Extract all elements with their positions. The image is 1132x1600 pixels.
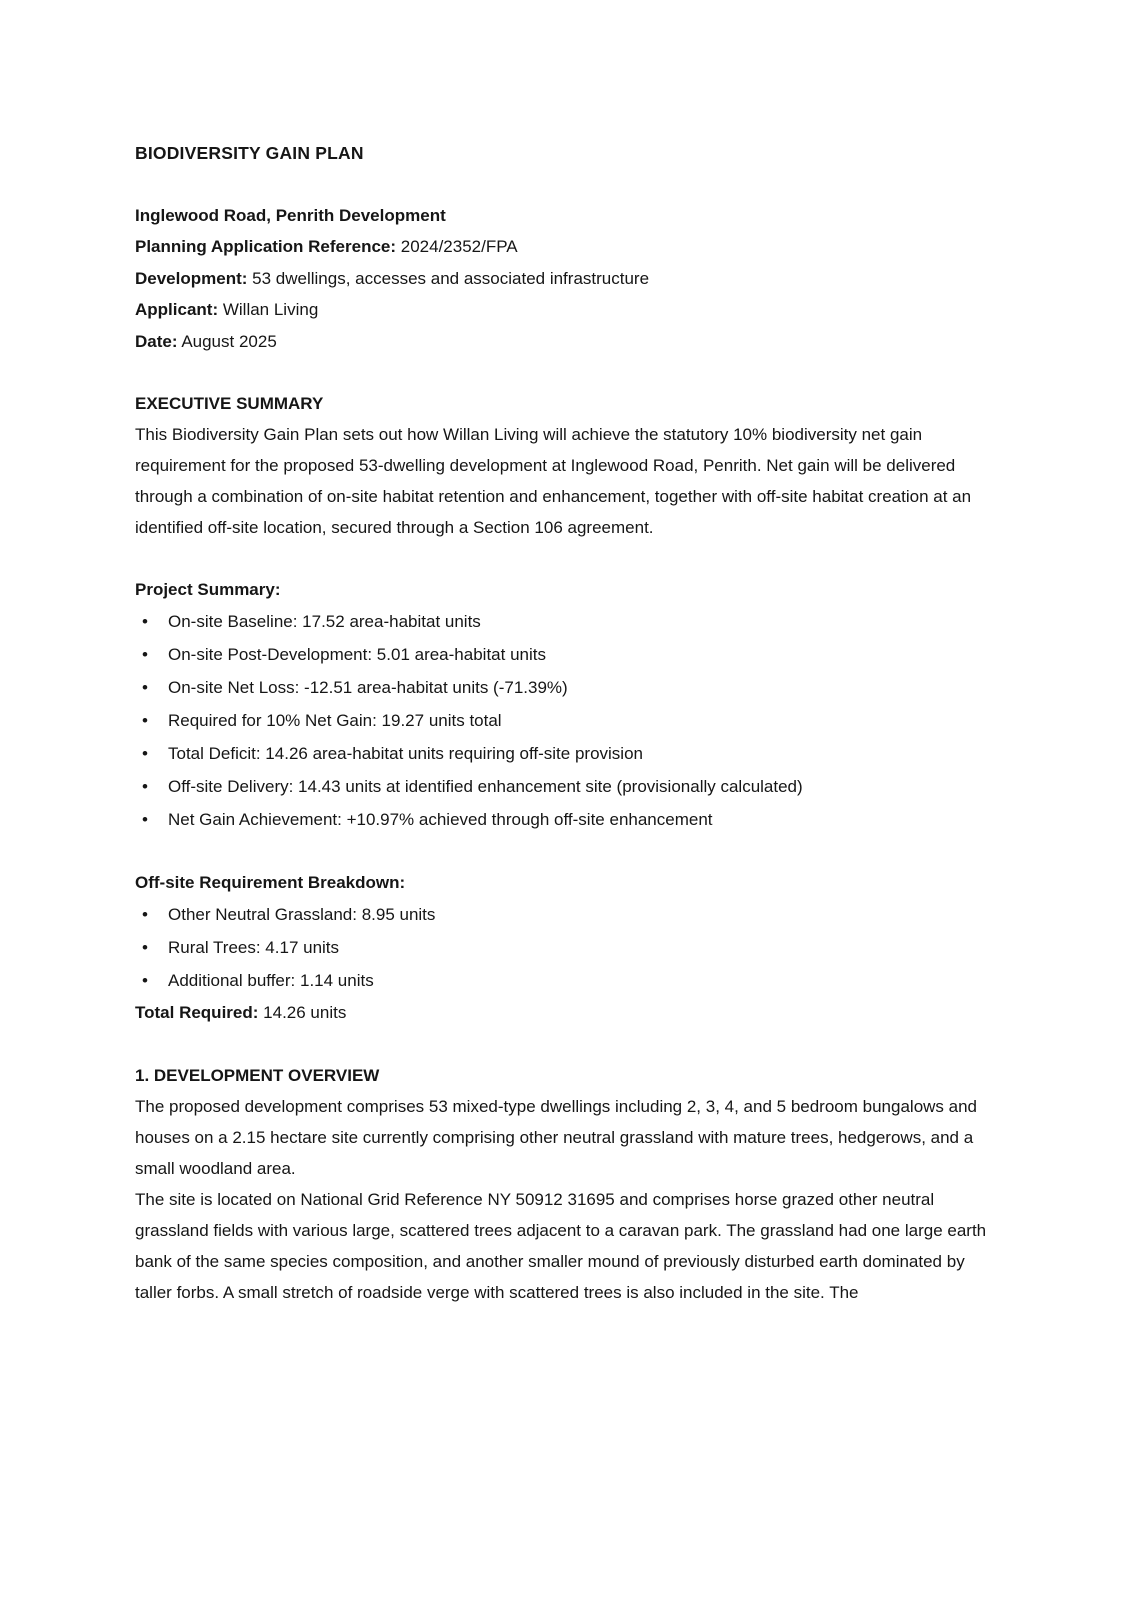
meta-field-label: Planning Application Reference: xyxy=(135,237,397,257)
executive-summary-heading: EXECUTIVE SUMMARY xyxy=(135,394,324,414)
list-item: • Off-site Delivery: 14.43 units at identified enhancement site (provisionally calculated) xyxy=(135,770,1003,803)
list-item: • Net Gain Achievement: +10.97% achieved through off-site enhancement xyxy=(135,803,1003,836)
meta-field-value: 2024/2352/FPA xyxy=(400,237,518,257)
meta-field-planning-reference xyxy=(135,231,1003,262)
meta-field-label: Applicant: xyxy=(135,300,219,320)
project-summary-heading: Project Summary: xyxy=(135,580,281,600)
list-item: • Rural Trees: 4.17 units xyxy=(135,931,1003,964)
project-summary-list xyxy=(135,605,1003,836)
list-item: • On-site Baseline: 17.52 area-habitat units xyxy=(135,605,1003,638)
meta-field-date xyxy=(135,326,1003,357)
project-name: Inglewood Road, Penrith Development xyxy=(135,206,446,225)
list-item: • Additional buffer: 1.14 units xyxy=(135,964,1003,997)
meta-field-value: Willan Living xyxy=(222,300,319,320)
development-overview-paragraph: The proposed development comprises 53 mixed-type dwellings including 2, 3, 4, and 5 bedroom bungalows and houses on a 2.15 hectare site currently comprising other neutral grassland with mature trees, hedgerows, and a small woodland area. xyxy=(135,1097,978,1179)
development-overview-paragraph: The site is located on National Grid Reference NY 50912 31695 and comprises horse grazed other neutral grassland fields with various large, scattered trees adjacent to a caravan park. The grassland had one large earth bank of the same species composition, and another smaller mound of previously disturbed earth dominated by taller forbs. A small stretch of roadside verge with scattered trees is also included in the site. The xyxy=(135,1190,987,1303)
meta-field-label: Development: xyxy=(135,268,248,288)
list-item: • Required for 10% Net Gain: 19.27 units total xyxy=(135,704,1003,737)
document-meta xyxy=(135,200,1003,357)
total-required-label: Total Required: xyxy=(135,1003,259,1023)
meta-field-applicant xyxy=(135,294,1003,325)
list-item: • On-site Net Loss: -12.51 area-habitat units (-71.39%) xyxy=(135,671,1003,704)
executive-summary-body: This Biodiversity Gain Plan sets out how Willan Living will achieve the statutory 10% biodiversity net gain requirement for the proposed 53-dwelling development at Inglewood Road, Penrith. Net gain will be delivered through a combination of on-site habitat retention and enhancement, together with off-site habitat creation at an identified off-site location, secured through a Section 106 agreement. xyxy=(135,425,972,538)
list-item: • Total Deficit: 14.26 area-habitat units requiring off-site provision xyxy=(135,737,1003,770)
section-executive-summary xyxy=(135,388,1003,543)
meta-field-label: Date: xyxy=(135,331,178,351)
list-item: • Other Neutral Grassland: 8.95 units xyxy=(135,898,1003,931)
offsite-breakdown-list xyxy=(135,898,1003,997)
document-content xyxy=(135,138,1003,1308)
development-overview-heading: 1. DEVELOPMENT OVERVIEW xyxy=(135,1066,380,1086)
offsite-breakdown-heading: Off-site Requirement Breakdown: xyxy=(135,873,406,893)
meta-field-development xyxy=(135,263,1003,294)
total-required-line xyxy=(135,997,1003,1029)
section-development-overview xyxy=(135,1060,1003,1308)
meta-field-value: August 2025 xyxy=(181,331,277,351)
total-required-value: 14.26 units xyxy=(263,1003,347,1023)
section-offsite-breakdown xyxy=(135,867,1003,1029)
list-item: • On-site Post-Development: 5.01 area-habitat units xyxy=(135,638,1003,671)
meta-field-value: 53 dwellings, accesses and associated infrastructure xyxy=(252,268,650,288)
section-project-summary xyxy=(135,574,1003,836)
document-title: BIODIVERSITY GAIN PLAN xyxy=(135,143,364,163)
